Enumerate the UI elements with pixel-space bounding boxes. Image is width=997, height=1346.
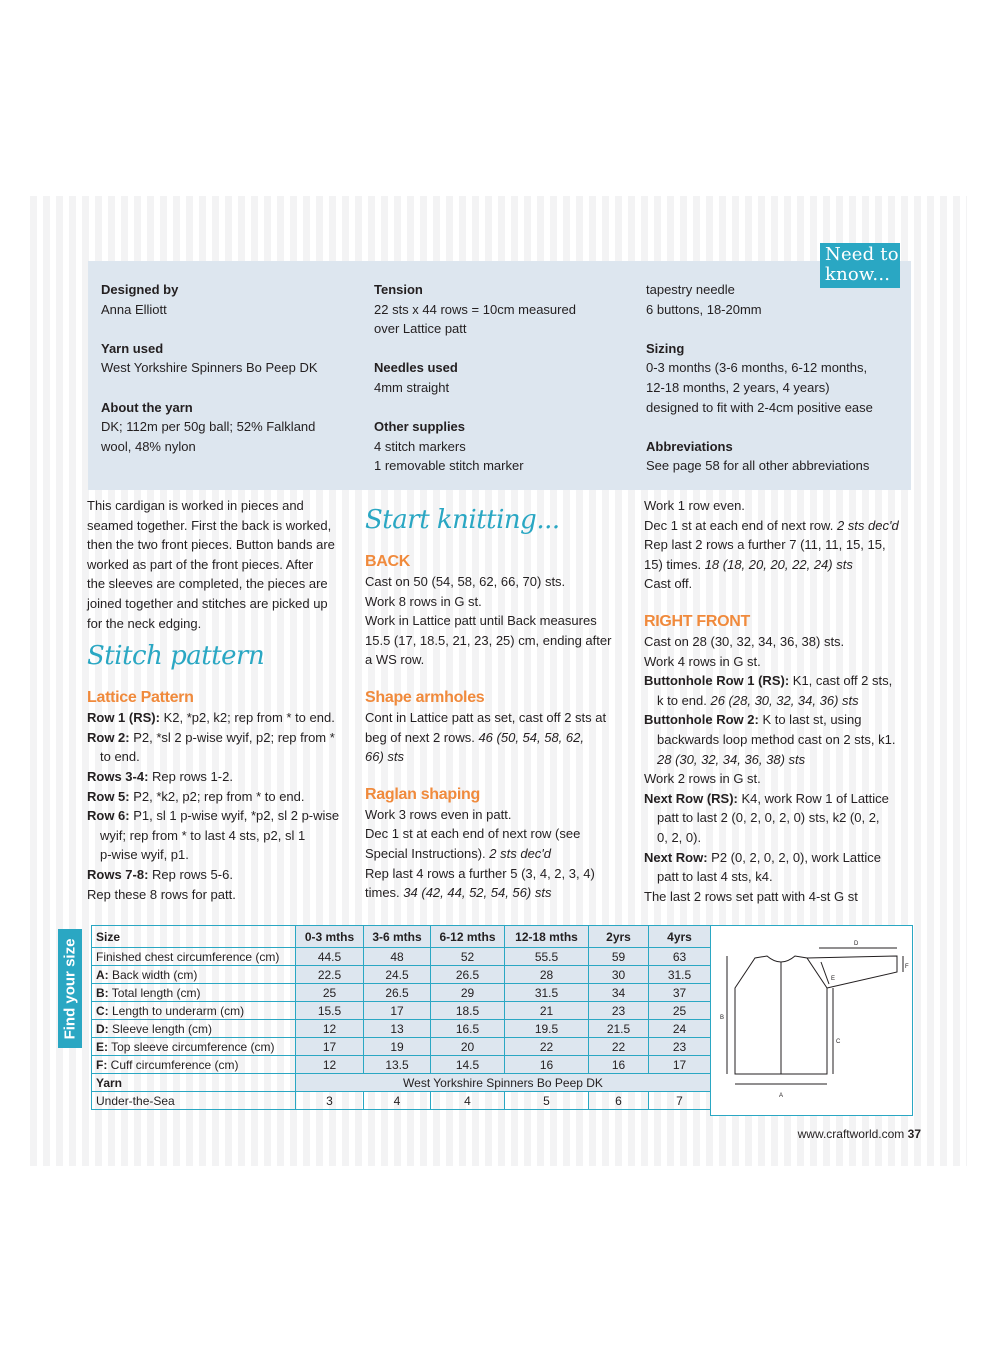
table-header: Size [92, 926, 296, 948]
info-column-1 [101, 280, 318, 456]
badge-line1: Need to [825, 244, 899, 265]
table-cell: 25 [649, 1002, 711, 1020]
table-cell: 17 [296, 1038, 364, 1056]
label-e: E [831, 976, 836, 982]
footer-url: www.craftworld.com [797, 1127, 905, 1141]
table-cell: 23 [589, 1002, 649, 1020]
table-cell: 13.5 [364, 1056, 431, 1074]
row-label: Finished chest circumference (cm) [92, 948, 296, 966]
right-front-line: Buttonhole Row 1 (RS): K1, cast off 2 sts, [644, 673, 893, 689]
table-cell: 21 [505, 1002, 589, 1020]
armholes-line: 66) sts [365, 749, 405, 765]
table-row [92, 1002, 711, 1020]
row-label: F: Cuff circumference (cm) [92, 1056, 296, 1074]
supplies-line: 4 stitch markers [374, 438, 466, 454]
table-row [92, 984, 711, 1002]
about-yarn-line: DK; 112m per 50g ball; 52% Falkland [101, 419, 316, 435]
table-cell: 29 [431, 984, 505, 1002]
abbreviations-heading: Abbreviations [646, 438, 733, 454]
table-cell: 15.5 [296, 1002, 364, 1020]
other-supplies-heading: Other supplies [374, 419, 466, 435]
supplies-line: tapestry needle [646, 282, 735, 297]
table-cell: 23 [649, 1038, 711, 1056]
table-cell: 24.5 [364, 966, 431, 984]
raglan-line: Dec 1 st at each end of next row (see [365, 826, 581, 842]
yarn-label: Yarn [92, 1074, 296, 1092]
table-row [92, 1038, 711, 1056]
table-cell: 31.5 [649, 966, 711, 984]
right-front-line: The last 2 rows set patt with 4-st G st [644, 888, 858, 904]
table-header: 3-6 mths [364, 926, 431, 948]
table-cell: 12 [296, 1020, 364, 1038]
column-intro [87, 496, 355, 904]
table-header: 12-18 mths [505, 926, 589, 948]
right-front-line: 0, 2, 0). [657, 829, 702, 845]
table-cell: 16 [589, 1056, 649, 1074]
tension-heading: Tension [374, 282, 423, 297]
sizing-line: 12-18 months, 2 years, 4 years) [646, 379, 830, 395]
back-line: Work 8 rows in G st. [365, 593, 482, 609]
table-cell: 48 [364, 948, 431, 966]
table-header: 4yrs [649, 926, 711, 948]
table-cell: 63 [649, 948, 711, 966]
table-cell: 22.5 [296, 966, 364, 984]
table-row [92, 948, 711, 966]
intro-line: then the two front pieces. Button bands are [87, 537, 335, 553]
table-cell: 6 [589, 1092, 649, 1110]
info-column-3 [646, 280, 873, 476]
yarn-used-heading: Yarn used [101, 340, 164, 356]
table-cell: 34 [589, 984, 649, 1002]
table-cell: 7 [649, 1092, 711, 1110]
row-label: E: Top sleeve circumference (cm) [92, 1038, 296, 1056]
designed-by-heading: Designed by [101, 282, 179, 297]
find-your-size-label: Find your size [61, 938, 79, 1039]
sizing-heading: Sizing [646, 340, 685, 356]
intro-line: for the neck edging. [87, 615, 202, 631]
raglan-shaping-heading: Raglan shaping [365, 785, 480, 803]
sleeve-outline [807, 956, 897, 988]
label-f: F [905, 964, 909, 970]
raglan-line: Rep last 4 rows a further 5 (3, 4, 2, 3, 4) [365, 865, 595, 881]
table-header: 2yrs [589, 926, 649, 948]
shade-label: Under-the-Sea [92, 1092, 296, 1110]
right-front-line: Cast on 28 (30, 32, 34, 36, 38) sts. [644, 633, 845, 649]
raglan-line: times. 34 (42, 44, 52, 54, 56) sts [365, 885, 552, 901]
table-cell: 16.5 [431, 1020, 505, 1038]
row-label: C: Length to underarm (cm) [92, 1002, 296, 1020]
table-cell: 44.5 [296, 948, 364, 966]
back-line: 15) times. 18 (18, 20, 20, 22, 24) sts [644, 556, 853, 572]
designer-name: Anna Elliott [101, 301, 167, 317]
table-cell: 25 [296, 984, 364, 1002]
table-cell: 13 [364, 1020, 431, 1038]
start-knitting-heading: Start knitting... [365, 505, 560, 535]
garment-schematic [710, 925, 913, 1116]
right-front-line: 28 (30, 32, 34, 36, 38) sts [657, 751, 806, 767]
right-front-line: k to end. 26 (28, 30, 32, 34, 36) sts [657, 692, 859, 708]
row-label: B: Total length (cm) [92, 984, 296, 1002]
pattern-row: Rep these 8 rows for patt. [87, 886, 236, 902]
table-cell: 18.5 [431, 1002, 505, 1020]
right-front-line: Buttonhole Row 2: K to last st, using [644, 712, 862, 728]
table-cell: 3 [296, 1092, 364, 1110]
column-start-knitting [365, 500, 635, 903]
pattern-row: Rows 7-8: Rep rows 5-6. [87, 866, 233, 882]
pattern-row: to end. [100, 749, 140, 765]
column-right-front [644, 496, 914, 906]
raglan-line: Work 3 rows even in patt. [365, 806, 512, 822]
sizing-line: 0-3 months (3-6 months, 6-12 months, [646, 360, 868, 376]
badge-line2: know... [825, 264, 891, 285]
size-table [91, 925, 711, 1110]
right-front-line: backwards loop method cast on 2 sts, k1. [657, 731, 896, 747]
label-d: D [854, 941, 859, 947]
lattice-pattern-heading: Lattice Pattern [87, 689, 194, 707]
label-c: C [836, 1039, 841, 1045]
table-cell: 4 [364, 1092, 431, 1110]
back-line: Cast on 50 (54, 58, 62, 66, 70) sts. [365, 574, 566, 589]
right-front-heading: RIGHT FRONT [644, 612, 751, 630]
back-line: a WS row. [365, 652, 425, 668]
table-cell: 5 [505, 1092, 589, 1110]
armholes-line: beg of next 2 rows. 46 (50, 54, 58, 62, [365, 729, 584, 745]
table-row [92, 966, 711, 984]
needles-value: 4mm straight [374, 379, 450, 395]
intro-line: joined together and stitches are picked up [87, 595, 328, 611]
page-footer [798, 1127, 921, 1141]
about-yarn-line: wool, 48% nylon [101, 438, 196, 454]
supplies-line: 1 removable stitch marker [374, 458, 524, 474]
table-cell: 37 [649, 984, 711, 1002]
table-cell: 26.5 [364, 984, 431, 1002]
row-label: D: Sleeve length (cm) [92, 1020, 296, 1038]
back-line: Dec 1 st at each end of next row. 2 sts dec'd [644, 517, 899, 533]
table-cell: 17 [364, 1002, 431, 1020]
tension-line: over Lattice patt [374, 321, 467, 337]
table-cell: 24 [649, 1020, 711, 1038]
table-header: 0-3 mths [296, 926, 364, 948]
pattern-row: Row 1 (RS): K2, *p2, k2; rep from * to end. [87, 710, 335, 726]
table-cell: 19 [364, 1038, 431, 1056]
right-front-line: patt to last 4 sts, k4. [657, 869, 773, 885]
back-line: Rep last 2 rows a further 7 (11, 11, 15, 15, [644, 537, 886, 553]
table-cell: 22 [505, 1038, 589, 1056]
table-cell: 59 [589, 948, 649, 966]
table-cell: 31.5 [505, 984, 589, 1002]
table-row [92, 1056, 711, 1074]
table-cell: 55.5 [505, 948, 589, 966]
right-front-line: patt to last 2 (0, 2, 0, 2, 0) sts, k2 (0, 2, [657, 810, 880, 826]
pattern-row: p-wise wyif, p1. [100, 847, 189, 863]
right-front-line: Next Row: P2 (0, 2, 0, 2, 0), work Lattice [644, 849, 881, 865]
table-cell: 21.5 [589, 1020, 649, 1038]
intro-line: the sleeves are completed, the pieces are [87, 576, 328, 592]
about-yarn-heading: About the yarn [101, 399, 193, 415]
intro-line: seamed together. First the back is worked, [87, 517, 332, 533]
back-heading: BACK [365, 553, 411, 570]
info-column-2 [374, 280, 576, 476]
needles-heading: Needles used [374, 360, 458, 376]
table-row [92, 1092, 711, 1110]
table-cell: 19.5 [505, 1020, 589, 1038]
table-cell: 30 [589, 966, 649, 984]
back-line: 15.5 (17, 18.5, 21, 23, 25) cm, ending after [365, 632, 612, 648]
table-header-row [92, 926, 711, 948]
raglan-line: Special Instructions). 2 sts dec'd [365, 845, 552, 861]
intro-line: worked as part of the front pieces. After [87, 556, 314, 572]
page-number: 37 [907, 1127, 921, 1141]
table-row [92, 1020, 711, 1038]
back-line: Cast off. [644, 576, 693, 592]
table-cell: 26.5 [431, 966, 505, 984]
supplies-line: 6 buttons, 18-20mm [646, 301, 762, 317]
table-cell: 20 [431, 1038, 505, 1056]
pattern-row: Rows 3-4: Rep rows 1-2. [87, 768, 233, 784]
tension-line: 22 sts x 44 rows = 10cm measured [374, 301, 576, 317]
right-front-line: Work 4 rows in G st. [644, 653, 761, 669]
intro-line: This cardigan is worked in pieces and [87, 498, 304, 513]
armholes-line: Cont in Lattice patt as set, cast off 2 sts at [365, 709, 607, 725]
pattern-row: Row 5: P2, *k2, p2; rep from * to end. [87, 788, 305, 804]
table-cell: 22 [589, 1038, 649, 1056]
label-b: B [720, 1015, 725, 1021]
schematic-drawing [711, 926, 912, 1115]
pattern-row: Row 6: P1, sl 1 p-wise wyif, *p2, sl 2 p-wise [87, 808, 340, 824]
table-cell: 14.5 [431, 1056, 505, 1074]
table-cell: 17 [649, 1056, 711, 1074]
yarn-used-value: West Yorkshire Spinners Bo Peep DK [101, 360, 318, 376]
stitch-pattern-heading: Stitch pattern [87, 641, 265, 672]
shape-armholes-heading: Shape armholes [365, 688, 485, 706]
back-line: Work in Lattice patt until Back measures [365, 613, 597, 629]
table-row [92, 1074, 711, 1092]
pattern-row: wyif; rep from * to last 4 sts, p2, sl 1 [100, 827, 306, 843]
label-a: A [779, 1093, 784, 1099]
right-front-line: Work 2 rows in G st. [644, 771, 761, 787]
table-cell: 52 [431, 948, 505, 966]
table-header: 6-12 mths [431, 926, 505, 948]
sizing-line: designed to fit with 2-4cm positive ease [646, 399, 873, 415]
back-line: Work 1 row even. [644, 498, 745, 513]
table-cell: 4 [431, 1092, 505, 1110]
table-cell: 28 [505, 966, 589, 984]
abbreviations-value: See page 58 for all other abbreviations [646, 458, 870, 474]
table-cell: 16 [505, 1056, 589, 1074]
pattern-row: Row 2: P2, *sl 2 p-wise wyif, p2; rep from * [87, 729, 335, 745]
row-label: A: Back width (cm) [92, 966, 296, 984]
right-front-line: Next Row (RS): K4, work Row 1 of Lattice [644, 790, 889, 806]
yarn-value: West Yorkshire Spinners Bo Peep DK [296, 1074, 711, 1092]
table-cell: 12 [296, 1056, 364, 1074]
find-your-size-tab [58, 929, 82, 1048]
